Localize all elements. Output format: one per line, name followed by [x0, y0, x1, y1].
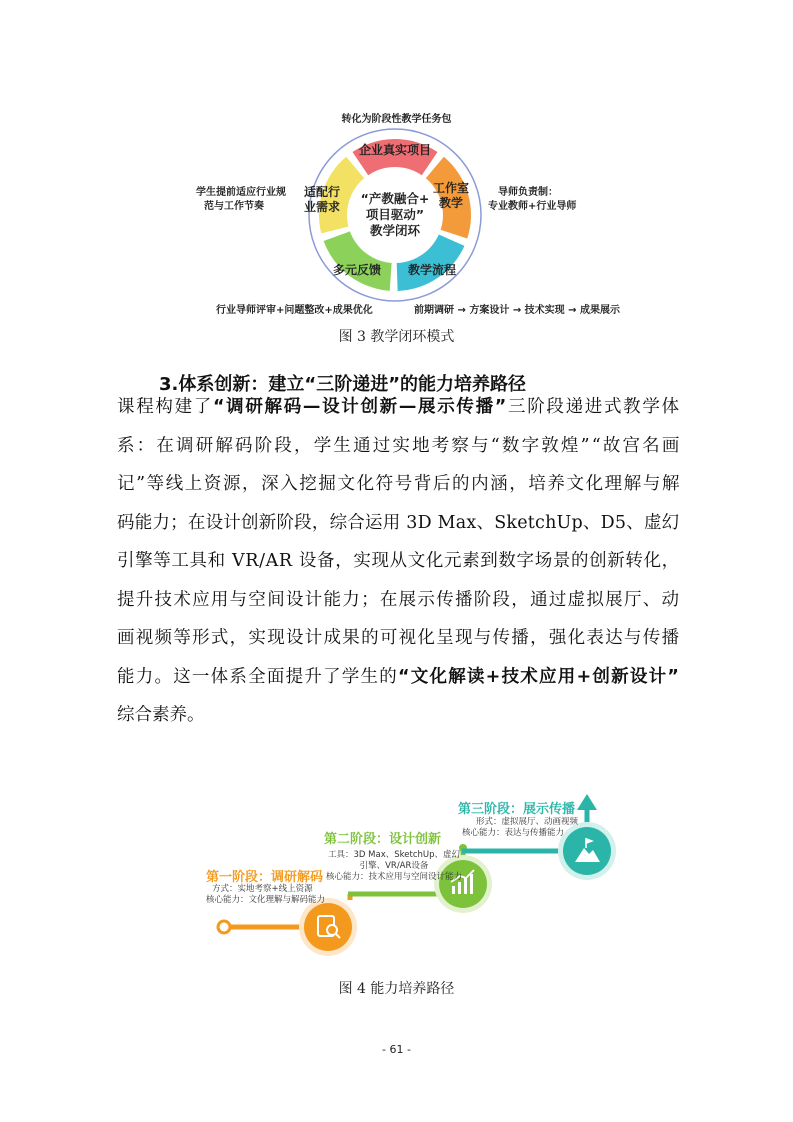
text-run: 引擎等工具和 VR/AR 设备，实现从文化元素到数字场景的创新转化，	[117, 551, 680, 571]
fig3-caption: 图 3 教学闭环模式	[338, 329, 455, 345]
fig3-center-text3: 教学闭环	[369, 223, 421, 238]
fig3-right-label-line2: 专业教师+行业导师	[488, 201, 577, 212]
fig4-stage3-details	[462, 817, 578, 839]
paragraph-line	[117, 581, 680, 619]
fig4-stage2-title: 第二阶段：设计创新	[324, 832, 442, 847]
fig3-seg-left-text1: 适配行	[303, 185, 341, 199]
fig3-seg-br-text: 教学流程	[407, 263, 457, 277]
fig3-seg-right-text2: 教学	[438, 196, 464, 210]
text-run: 三阶段递进式教学体	[508, 397, 681, 417]
fig4-stage3-detail1: 形式：虚拟展厅、动画视频	[476, 817, 579, 827]
fig3-seg-left-text2: 业需求	[303, 200, 341, 214]
text-run: 课程构建了	[117, 397, 213, 417]
fig3-left-label-line2: 范与工作节奏	[204, 201, 264, 212]
fig3-bottom-right-label: 前期调研 → 方案设计 → 技术实现 → 成果展示	[414, 305, 621, 316]
fig3-right-label-line1: 导师负责制：	[498, 187, 558, 198]
fig3-seg-right-text1: 工作室	[432, 181, 470, 195]
fig4-stage1-detail2: 核心能力：文化理解与解码能力	[206, 895, 326, 905]
paragraph-line	[117, 696, 205, 734]
fig4-arrow-head	[577, 794, 597, 810]
text-run: 综合素养。	[117, 705, 205, 725]
text-run: 系：在调研解码阶段，学生通过实地考察与“数字敦煌”“故宫名画	[117, 435, 682, 456]
fig4-stage2-details	[326, 850, 462, 883]
text-run: 提升技术应用与空间设计能力；在展示传播阶段，通过虚拟展厅、动	[117, 589, 681, 610]
fig3-top-label: 转化为阶段性教学任务包	[341, 114, 452, 125]
fig3-cycle-diagram	[270, 110, 520, 320]
fig3-center-text2: 项目驱动”	[365, 207, 425, 222]
bold-phrase: “调研解码—设计创新—展示传播”	[212, 397, 508, 417]
fig3-seg-top-text: 企业真实项目	[358, 143, 432, 157]
fig4-stage3-title: 第三阶段：展示传播	[458, 802, 576, 817]
fig4-stage1-details	[206, 884, 325, 906]
fig4-start-node	[218, 921, 230, 933]
fig4-stage2-detail1: 工具：3D Max、SketchUp、虚幻	[328, 850, 460, 860]
bold-phrase: “文化解读+技术应用+创新设计”	[398, 666, 681, 687]
text-run: 码能力；在设计创新阶段，综合运用 3D Max、SketchUp、D5、虚幻	[117, 512, 680, 533]
text-run: 记”等线上资源，深入挖掘文化符号背后的内涵，培养文化理解与解	[117, 474, 682, 494]
fig4-stage2-detail2: 引擎、VR/AR设备	[359, 861, 429, 871]
fig4-stage1-detail1: 方式：实地考察+线上资源	[212, 884, 313, 894]
fig4-stage1-node	[299, 898, 357, 956]
section-heading: 3.体系创新：建立“三阶递进”的能力培养路径	[159, 374, 527, 395]
fig4-caption: 图 4 能力培养路径	[338, 981, 455, 997]
paragraph-line	[117, 465, 681, 503]
fig4-stage1-title: 第一阶段：调研解码	[206, 870, 324, 885]
fig3-bottom-left-label: 行业导师评审+问题整改+成果优化	[216, 305, 373, 316]
fig3-center-text1: “产教融合+	[360, 191, 430, 206]
fig3-seg-bl-text: 多元反馈	[332, 263, 382, 277]
page-number: - 61 -	[382, 1043, 411, 1056]
fig4-stage2-detail3: 核心能力：技术应用与空间设计能力	[326, 872, 463, 882]
paragraph-line	[117, 619, 680, 657]
paragraph-line	[117, 504, 679, 542]
paragraph-line	[117, 658, 680, 696]
text-run: 画视频等形式，实现设计成果的可视化呈现与传播，强化表达与传播	[117, 628, 681, 648]
fig4-stage3-detail2: 核心能力：表达与传播能力	[462, 828, 565, 838]
text-run: 能力。这一体系全面提升了学生的	[117, 666, 398, 687]
paragraph-line	[117, 388, 681, 426]
paragraph-line	[117, 427, 682, 465]
fig3-left-label-line1: 学生提前适应行业规	[196, 187, 286, 198]
paragraph-line	[117, 542, 680, 580]
